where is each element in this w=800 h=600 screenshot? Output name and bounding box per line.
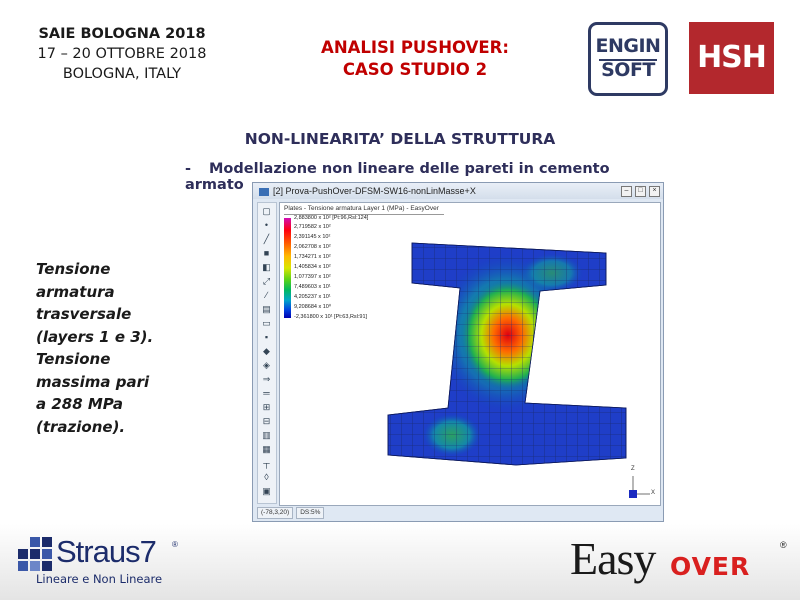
fem-body [380,233,640,473]
cube-icon[interactable]: ◆ [263,346,270,356]
event-name: SAIE BOLOGNA 2018 [38,26,206,42]
legend-label: 2,883800 x 10² [Pt:96,Rsl:124] [294,215,369,221]
side-caption-line: Tensione [36,260,111,278]
event-location: BOLOGNA, ITALY [62,66,182,82]
slide-title [290,37,540,81]
tree-icon[interactable]: ┬ [263,458,270,468]
select-icon[interactable]: ▢ [262,206,271,216]
slide-title-line-1: ANALISI PUSHOVER: [321,38,509,57]
side-caption-line: trasversale [36,305,132,323]
slide-title-line-2: CASO STUDIO 2 [342,60,488,79]
legend-label: 2,719582 x 10² [294,224,331,230]
event-dates: 17 – 20 OTTOBRE 2018 [37,46,207,62]
straus7-subtitle: Lineare e Non Lineare [36,572,163,586]
arrow-icon[interactable]: ⇒ [262,374,271,384]
tag-icon[interactable]: ◈ [263,360,270,370]
node-icon[interactable]: ∕ [265,290,268,300]
legend-label: 4,205237 x 10¹ [294,294,331,300]
canvas-title: Plates - Tensione armatura Layer 1 (MPa) - EasyOver [284,205,439,212]
axis-z-label: Z [631,466,635,472]
lock-icon[interactable]: ◊ [264,472,269,482]
legend-label: 2,062708 x 10² [294,244,331,250]
filter-icon[interactable]: ▤ [262,304,271,314]
result-icon[interactable]: ⊞ [262,402,271,412]
section-heading: NON-LINEARITA’ DELLA STRUTTURA [244,130,556,148]
app-icon [259,188,269,196]
legend-label: -2,361800 x 10¹ [Pt:63,Rsl:91] [294,314,368,320]
legend-label: 1,734271 x 10² [294,254,331,260]
legend-label: 2,391145 x 10² [294,234,331,240]
bullet-dash: - [185,161,192,177]
app-window [252,182,664,522]
enginsoft-logo-line-2: SOFT [601,59,655,81]
axis-x-label: X [651,490,656,496]
side-caption-line: armatura [36,282,115,301]
axis-triad [629,476,650,498]
easyover-registered-mark: ® [780,540,787,550]
book-icon[interactable]: ▣ [262,486,271,496]
straus7-registered-mark: ® [172,540,178,549]
legend-label: 1,405834 x 10² [294,264,331,270]
enginsoft-logo [588,22,668,96]
window-titlebar[interactable] [253,183,663,199]
straus7-logo-icon [18,537,54,573]
status-step: DS:5% [296,507,324,519]
model-viewport[interactable] [279,202,661,506]
brick-icon[interactable]: ◧ [262,262,271,272]
side-caption-line: Tensione [36,350,111,368]
straus7-brand: Straus7 [56,534,156,569]
chart-icon[interactable]: ▥ [262,430,271,440]
vertical-toolbar [257,202,277,504]
node-dot-icon[interactable]: ▪ [264,332,269,342]
minimize-button[interactable]: – [621,186,632,197]
side-caption [36,258,216,438]
legend-label: 9,208684 x 10⁰ [294,304,332,310]
fem-model-contour [280,203,660,505]
maximize-button[interactable]: □ [635,186,646,197]
status-bar [257,507,659,519]
window-title: [2] Prova-PushOver-DFSM-SW16-nonLinMasse+X [273,186,476,196]
legend-label: 7,489603 x 10¹ [294,284,331,290]
mesh-icon[interactable]: ▦ [262,444,271,454]
entity-icon[interactable]: ▭ [262,318,271,328]
link-icon[interactable]: ⤢ [262,276,271,286]
event-info [22,24,222,84]
enginsoft-logo-line-1: ENGIN [595,35,661,57]
legend-label: 1,077397 x 10² [294,274,331,280]
pointer-icon[interactable]: • [264,220,269,230]
grid-icon[interactable]: ⊟ [262,416,271,426]
plate-icon[interactable]: ■ [263,248,270,258]
easyover-logo-easy: Easy [570,533,656,584]
bullet-text: Modellazione non lineare delle pareti in cemento armato [185,161,610,193]
hsh-logo: HSH [689,22,774,94]
easyover-logo-over: OVER [670,552,751,581]
status-coordinates: (-78,3,20) [257,507,293,519]
beam-icon[interactable]: ═ [263,388,270,398]
side-caption-line: massima pari [36,372,150,391]
close-button[interactable]: × [649,186,660,197]
line-icon[interactable]: ╱ [263,234,270,244]
side-caption-line: a 288 MPa [36,395,123,413]
side-caption-line: (layers 1 e 3). [36,327,154,346]
side-caption-line: (trazione). [36,417,126,436]
